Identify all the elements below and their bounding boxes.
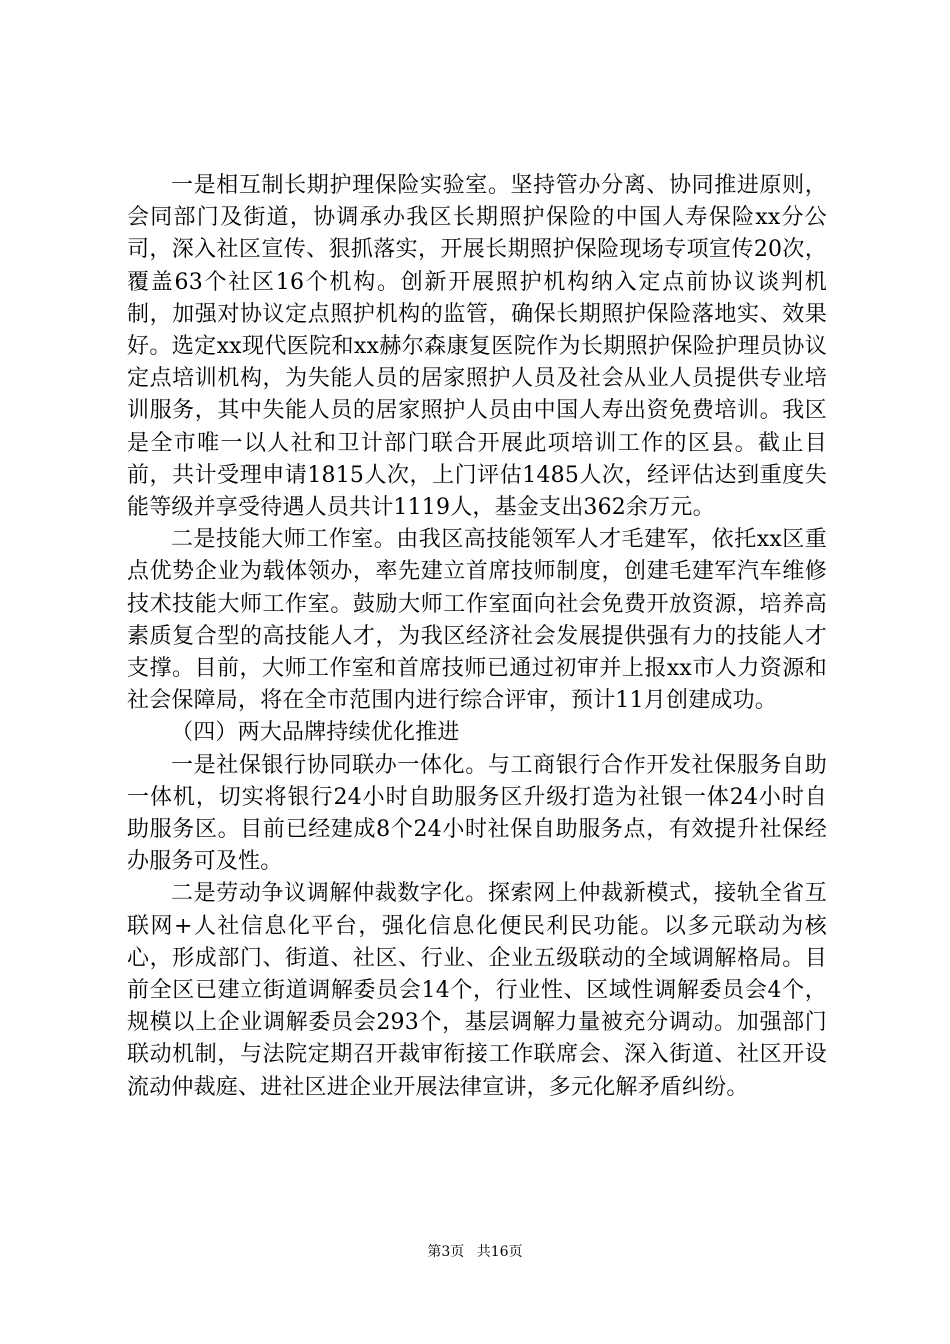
page-footer <box>0 1243 950 1261</box>
paragraph-labor-arbitration: 二是劳动争议调解仲裁数字化。探索网上仲裁新模式，接轨全省互联网+人社信息化平台，强化信息化便民利民功能。以多元联动为核心，形成部门、街道、社区、行业、企业五级联动的全域调解格局。目前全区已建立街道调解委员会14个，行业性、区域性调解委员会4个，规模以上企业调解委员会293个，基层调解力量被充分调动。加强部门联动机制，与法院定期召开裁审衔接工作联席会、深入街道、社区开设流动仲裁庭、进社区进企业开展法律宣讲，多元化解矛盾纠纷。 <box>127 881 827 1100</box>
section-heading-two-brands: （四）两大品牌持续优化推进 <box>171 720 460 746</box>
page-number: 第3页 <box>427 1244 465 1260</box>
paragraph-long-term-care: 一是相互制长期护理保险实验室。坚持管办分离、协同推进原则，会同部门及街道，协调承办我区长期照护保险的中国人寿保险xx分公司，深入社区宣传、狠抓落实，开展长期照护保险现场专项宣传20次，覆盖63个社区16个机构。创新开展照护机构纳入定点前协议谈判机制，加强对协议定点照护机构的监管，确保长期照护保险落地实、效果好。选定xx现代医院和xx赫尔森康复医院作为长期照护保险护理员协议定点培训机构，为失能人员的居家照护人员及社会从业人员提供专业培训服务，其中失能人员的居家照护人员由中国人寿出资免费培训。我区是全市唯一以人社和卫计部门联合开展此项培训工作的区县。截止目前，共计受理申请1815人次，上门评估1485人次，经评估达到重度失能等级并享受待遇人员共计1119人，基金支出362余万元。 <box>127 173 827 521</box>
total-pages: 共16页 <box>476 1244 523 1260</box>
paragraph-skills-master-studio: 二是技能大师工作室。由我区高技能领军人才毛建军，依托xx区重点优势企业为载体领办，率先建立首席技师制度，创建毛建军汽车维修技术技能大师工作室。鼓励大师工作室面向社会免费开放资源，培养高素质复合型的高技能人才，为我区经济社会发展提供强有力的技能人才支撑。目前，大师工作室和首席技师已通过初审并上报xx市人力资源和社会保障局，将在全市范围内进行综合评审，预计11月创建成功。 <box>127 527 827 714</box>
paragraph-social-security-bank: 一是社保银行协同联办一体化。与工商银行合作开发社保服务自助一体机，切实将银行24小时自助服务区升级打造为社银一体24小时自助服务区。目前已经建成8个24小时社保自助服务点，有效提升社保经办服务可及性。 <box>127 752 827 875</box>
body-text <box>127 170 827 1104</box>
